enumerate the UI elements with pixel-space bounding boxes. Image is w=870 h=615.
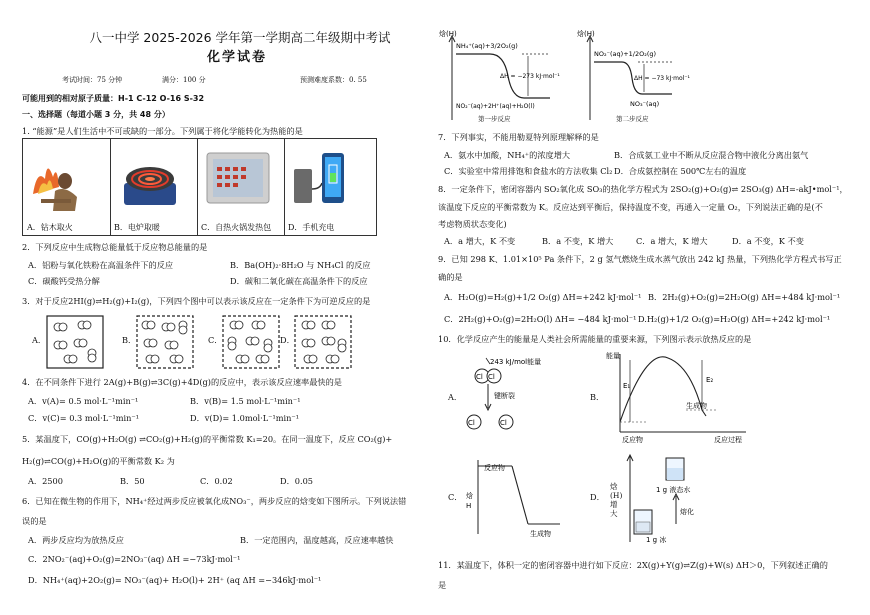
q5-option-a: A．2500 (28, 476, 63, 486)
q2-stem: 2．下列反应中生成物总能量低于反应物总能量的是 (22, 242, 208, 252)
q3-label-c: C． (208, 335, 223, 345)
q10-figure-b (606, 348, 758, 444)
q10-figure-d (618, 452, 728, 544)
full-score: 满分：100 分 (162, 76, 206, 84)
q8-option-a: A．a 增大，K 不变 (444, 236, 516, 246)
q11-stem-cont: 是 (438, 580, 447, 590)
q9-option-b: B．2H₂(g)+O₂(g)=2H₂O(g) ΔH=+484 kJ·mol⁻¹ (648, 292, 841, 302)
d2-caption: 第二步反应 (616, 115, 649, 123)
q1-option-d: D．手机充电 (288, 223, 335, 232)
q10-label-d: D． (590, 492, 605, 502)
q2-option-a: A．铝粉与氧化铁粉在高温条件下的反应 (28, 260, 174, 270)
q9-line1: 9．已知 298 K、1.01×10⁵ Pa 条件下，2 g 氢气燃烧生成水蒸气放出 242 kJ 热量，下列热化学方程式书写正 (438, 254, 842, 264)
q10-c-axis2: H (466, 502, 472, 510)
q9-line2: 确的是 (438, 272, 463, 282)
q2-option-d: D．碳和二氧化碳在高温条件下的反应 (230, 276, 368, 286)
q10-b-product: 生成物 (686, 402, 707, 410)
d2-axis-label: 焓(H) (577, 30, 595, 38)
q10-c-product: 生成物 (530, 530, 551, 538)
fire-drill-illustration (23, 139, 110, 217)
d1-caption: 第一步反应 (478, 115, 511, 123)
q11-stem: 11．某温度下，体积一定的密闭容器中进行如下反应：2X(g)+Y(g)⇌Z(g)+W(s) ΔH＞0，下列叙述正确的 (438, 560, 828, 570)
q10-d-axis-1: 焓 (610, 482, 618, 491)
q6-option-b: B．一定范围内，温度越高，反应速率越快 (240, 535, 394, 545)
q8-line1: 8．一定条件下，密闭容器内 SO₂氧化成 SO₃的热化学方程式为 2SO₂(g)+O₂(g)⇌ 2SO₃(g) ΔH=-akJ•mol⁻¹， (438, 184, 848, 194)
q10-a-break: 键断裂 (494, 392, 515, 400)
q8-line2: 该温度下反应的平衡常数为 K。反应达到平衡后，保持温度不变，再通入一定量 O₂，下列说法正确的是(不 (438, 202, 823, 212)
q5-option-c: C．0.02 (200, 476, 233, 486)
atomic-masses: 可能用到的相对原子质量：H-1 C-12 O-16 S-32 (22, 94, 205, 103)
q10-a-atom2: Cl (488, 373, 495, 381)
q1-option-c: C．自热火锅发热包 (201, 223, 272, 232)
q4-stem: 4．在不同条件下进行 2A(g)+B(g)⇌3C(g)+4D(g)的反应中，表示该反应速率最快的是 (22, 377, 342, 387)
q3-box-c (222, 315, 280, 369)
q10-a-atom3: Cl (468, 419, 475, 427)
d2-dh-label: ΔH = −73 kJ·mol⁻¹ (634, 75, 690, 82)
q10-d-water: 1 g 液态水 (656, 486, 691, 494)
q3-label-d: D． (280, 335, 295, 345)
q6-option-a: A．两步反应均为放热反应 (28, 535, 124, 545)
q1-option-a-cell (23, 139, 111, 235)
q7-stem: 7．下列事实，不能用勒夏特列原理解释的是 (438, 132, 599, 142)
q1-option-b-cell (110, 139, 198, 235)
q8-option-c: C．a 增大，K 增大 (636, 236, 708, 246)
q10-b-e2: E₂ (706, 376, 714, 384)
q1-option-a: A．钻木取火 (27, 223, 73, 232)
exam-title: 八一中学 2025-2026 学年第一学期高二年级期中考试 (89, 30, 391, 45)
q6-stem: 6．已知在微生物的作用下，NH₄⁺经过两步反应被氧化成NO₃⁻，两步反应的焓变如下图所示。下列说法错 (22, 496, 407, 506)
q10-d-axis-2: (H) (610, 491, 623, 500)
d2-bottom-label: NO₃⁻(aq) (630, 100, 660, 108)
q2-option-b: B．Ba(OH)₂·8H₂O 与 NH₄Cl 的反应 (230, 260, 371, 270)
q10-b-axis: 能量 (606, 352, 620, 360)
q3-box-d (294, 315, 352, 369)
q7-option-a: A．氨水中加酸，NH₄⁺的浓度增大 (444, 150, 571, 160)
q3-label-b: B． (122, 335, 137, 345)
q4-option-b: B．v(B)= 1.5 mol·L⁻¹min⁻¹ (190, 396, 301, 406)
q2-option-c: C．碳酸钙受热分解 (28, 276, 100, 286)
d2-top-label: NO₂⁻(aq)+1/2O₂(g) (594, 50, 657, 58)
d1-dh-label: ΔH = −273 kJ·mol⁻¹ (500, 73, 560, 80)
self-heating-pack-illustration (197, 139, 284, 217)
q10-d-melt: 熔化 (680, 508, 694, 516)
q1-stem: 1. “能源”是人们生活中不可或缺的一部分。下列属于将化学能转化为热能的是 (22, 126, 303, 136)
exam-time: 考试时间：75 分钟 (62, 76, 123, 84)
energy-diagram-step2 (576, 28, 690, 124)
q7-option-c: C．实验室中常用排饱和食盐水的方法收集 Cl₂ (444, 166, 613, 176)
q1-option-b: B．电炉取暖 (114, 223, 160, 232)
d1-axis-label: 焓(H) (439, 30, 457, 38)
q10-c-reactant: 反应物 (484, 464, 505, 472)
q10-a-atom1: Cl (476, 373, 483, 381)
q10-d-axis-4: 大 (610, 509, 618, 518)
q4-option-c: C．v(C)= 0.3 mol·L⁻¹min⁻¹ (28, 413, 140, 423)
q10-label-b: B． (590, 392, 605, 402)
q7-option-b: B．合成氨工业中不断从反应混合物中液化分离出氨气 (614, 150, 809, 160)
q6-option-d: D．NH₄⁺(aq)+2O₂(g)= NO₃⁻(aq)+ H₂O(l)+ 2H⁺ (aq ΔH =−346kJ·mol⁻¹ (28, 575, 322, 585)
q10-a-energy: 243 kJ/mol能量 (490, 358, 542, 366)
q6-option-c: C．2NO₂⁻(aq)+O₂(g)=2NO₃⁻(aq) ΔH =−73kJ·mol⁻¹ (28, 554, 241, 564)
section-heading: 一、选择题（每道小题 3 分，共 48 分） (22, 110, 170, 119)
q7-option-d: D．合成氨控制在 500℃左右的温度 (614, 166, 747, 176)
q10-b-e1: E₁ (623, 382, 631, 390)
q8-option-b: B．a 不变，K 增大 (542, 236, 614, 246)
q10-a-atom4: Cl (500, 419, 507, 427)
q5-stem-cont: H₂(g)⇌CO(g)+H₂O(g)的平衡常数 K₂ 为 (22, 456, 175, 466)
q5-stem: 5．某温度下，CO(g)+H₂O(g) ⇌CO₂(g)+H₂(g)的平衡常数 K₁=20。在同一温度下，反应 CO₂(g)+ (22, 434, 393, 444)
q5-option-d: D．0.05 (280, 476, 313, 486)
q6-stem-cont: 误的是 (22, 516, 47, 526)
q4-option-d: D．v(D)= 1.0mol·L⁻¹min⁻¹ (190, 413, 300, 423)
q3-box-a (46, 315, 104, 369)
d1-top-label: NH₄⁺(aq)+3/2O₂(g) (456, 42, 518, 50)
q10-b-xaxis: 反应过程 (714, 436, 742, 444)
exam-subtitle: 化学试卷 (206, 50, 267, 65)
q3-stem: 3．对于反应2HI(g)⇌H₂(g)+I₂(g)，下列四个图中可以表示该反应在一定条件下为可逆反应的是 (22, 296, 371, 306)
q4-option-a: A．v(A)= 0.5 mol·L⁻¹min⁻¹ (28, 396, 139, 406)
q10-figure-c (464, 456, 574, 538)
q5-option-b: B．50 (120, 476, 145, 486)
d1-bottom-label: NO₂⁻(aq)+2H⁺(aq)+H₂O(l) (456, 103, 535, 110)
q9-option-c: C．2H₂(g)+O₂(g)=2H₂O(l) ΔH= −484 kJ·mol⁻¹ (444, 314, 637, 324)
q1-image-table (22, 138, 377, 236)
q10-stem: 10．化学反应产生的能量是人类社会所需能量的重要来源，下列图示表示放热反应的是 (438, 334, 752, 344)
q3-box-b (136, 315, 194, 369)
q1-option-c-cell (197, 139, 285, 235)
q1-option-d-cell (284, 139, 371, 235)
q10-d-ice: 1 g 冰 (646, 536, 667, 544)
phone-charging-illustration (284, 139, 376, 217)
electric-stove-illustration (110, 139, 197, 217)
q9-option-a: A．H₂O(g)=H₂(g)+1/2 O₂(g) ΔH=+242 kJ·mol⁻¹ (444, 292, 642, 302)
q10-figure-a (464, 352, 574, 434)
q8-line3: 考虑物质状态变化) (438, 219, 507, 229)
q3-label-a: A． (32, 335, 47, 345)
energy-diagram-step1 (438, 28, 560, 124)
q10-label-c: C． (448, 492, 463, 502)
q8-option-d: D．a 不变，K 不变 (732, 236, 804, 246)
difficulty: 预测难度系数：0. 55 (300, 76, 367, 84)
q10-b-reactant: 反应物 (622, 436, 643, 444)
q10-d-axis-3: 增 (610, 500, 618, 509)
q10-label-a: A． (448, 392, 463, 402)
q10-c-axis1: 焓 (466, 492, 473, 500)
q9-option-d: D.H₂(g)+1/2 O₂(g)=H₂O(g) ΔH=+242 kJ·mol⁻¹ (638, 314, 831, 324)
